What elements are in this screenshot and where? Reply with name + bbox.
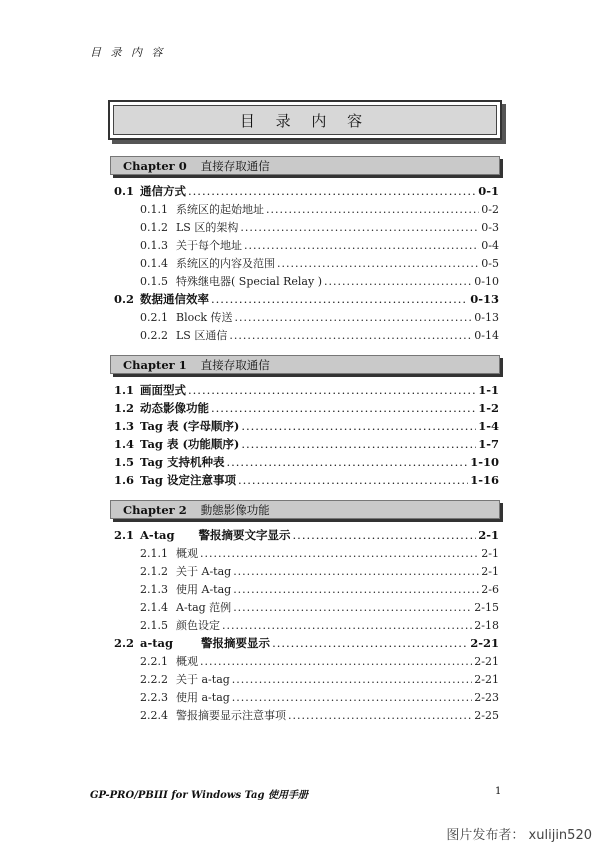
toc-entry[interactable]: 0.2.1 Block 传送 ..... 0-13 xyxy=(140,309,499,325)
chapter-number: Chapter 2 xyxy=(123,502,187,517)
toc-entry[interactable]: 2.1.2 关于 A-tag ..... 2-1 xyxy=(140,563,499,579)
toc-entry[interactable]: 2.1.4 A-tag 范例 ..... 2-15 xyxy=(140,599,499,615)
toc-entry[interactable]: 0.1.2 LS 区的架构 ..... 0-3 xyxy=(140,219,499,235)
toc-entry[interactable]: 0.1 通信方式 ..... 0-1 xyxy=(114,183,499,199)
chapter-2-header xyxy=(110,500,500,519)
toc-entry[interactable]: 0.1.5 特殊继电器( Special Relay ) ..... 0-10 xyxy=(140,273,499,289)
toc-entry[interactable]: 2.2 a-tag 警报摘要显示 ..... 2-21 xyxy=(114,635,499,651)
toc-entry[interactable]: 2.2.4 警报摘要显示注意事项 ..... 2-25 xyxy=(140,707,499,723)
toc-entry[interactable]: 2.1.3 使用 A-tag ..... 2-6 xyxy=(140,581,499,597)
toc-entry[interactable]: 0.2 数据通信效率 ..... 0-13 xyxy=(114,291,499,307)
toc-entry[interactable]: 1.1 画面型式 ..... 1-1 xyxy=(114,382,499,398)
running-head: 目 录 内 容 xyxy=(90,46,166,59)
toc-entry[interactable]: 1.6 Tag 设定注意事项 ..... 1-16 xyxy=(114,472,499,488)
page-title: 目 录 内 容 xyxy=(113,105,497,135)
toc-entry[interactable]: 2.2.3 使用 a-tag ..... 2-23 xyxy=(140,689,499,705)
toc-entry[interactable]: 0.1.4 系统区的内容及范围 ..... 0-5 xyxy=(140,255,499,271)
chapter-number: Chapter 0 xyxy=(123,158,187,173)
toc-entry[interactable]: 2.2.1 概观 ..... 2-21 xyxy=(140,653,499,669)
chapter-title: 直接存取通信 xyxy=(200,158,270,173)
page-number: 1 xyxy=(495,786,502,797)
toc-entry[interactable]: 0.2.2 LS 区通信 ..... 0-14 xyxy=(140,327,499,343)
toc-entry[interactable]: 0.1.3 关于每个地址 ..... 0-4 xyxy=(140,237,499,253)
chapter-number: Chapter 1 xyxy=(123,357,187,372)
chapter-title: 動態影像功能 xyxy=(200,502,270,517)
title-box xyxy=(108,100,502,140)
toc-entry[interactable]: 2.2.2 关于 a-tag ..... 2-21 xyxy=(140,671,499,687)
toc-entry[interactable]: 2.1.5 颜色设定 ..... 2-18 xyxy=(140,617,499,633)
toc-entry[interactable]: 0.1.1 系统区的起始地址 ..... 0-2 xyxy=(140,201,499,217)
toc-entry[interactable]: 2.1.1 概观 ..... 2-1 xyxy=(140,545,499,561)
toc-entry[interactable]: 1.3 Tag 表 (字母顺序) ..... 1-4 xyxy=(114,418,499,434)
chapter-title: 直接存取通信 xyxy=(200,357,270,372)
chapter-1-header xyxy=(110,355,500,374)
toc-entry[interactable]: 2.1 A-tag 警报摘要文字显示 ..... 2-1 xyxy=(114,527,499,543)
toc-entry[interactable]: 1.2 动态影像功能 ..... 1-2 xyxy=(114,400,499,416)
toc-entry[interactable]: 1.5 Tag 支持机种表 ..... 1-10 xyxy=(114,454,499,470)
watermark-text: 图片发布者： xulijin520 xyxy=(446,828,592,843)
chapter-0-header xyxy=(110,156,500,175)
toc-entry[interactable]: 1.4 Tag 表 (功能顺序) ..... 1-7 xyxy=(114,436,499,452)
footer-title: GP-PRO/PBIII for Windows Tag 使用手册 xyxy=(90,790,309,801)
